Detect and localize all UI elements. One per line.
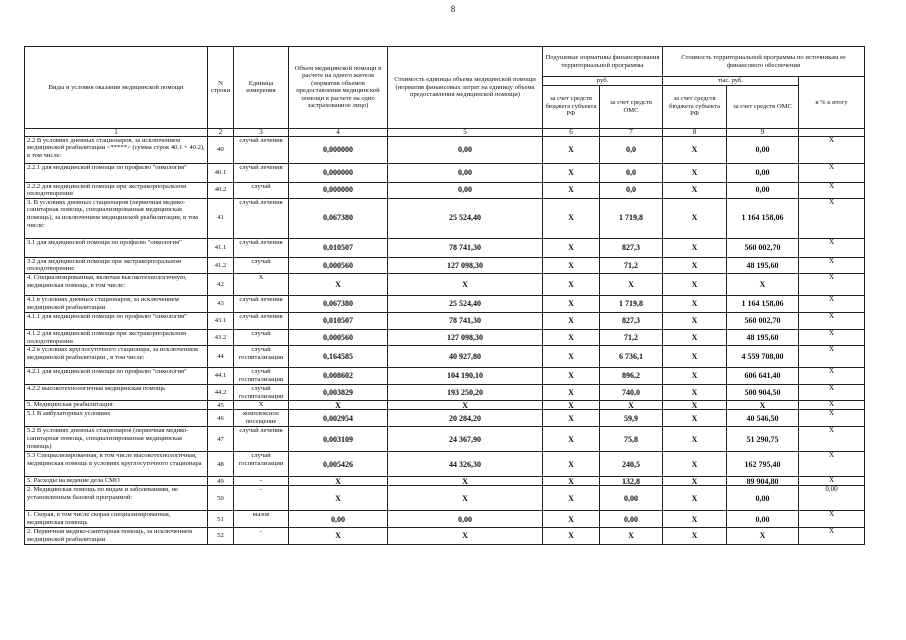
cell-vol: 0,003109 — [289, 427, 388, 452]
cell-oms: 0,00 — [600, 486, 663, 511]
cell-n: 49 — [208, 477, 234, 486]
cell-pct: Х — [799, 528, 865, 544]
cell-name: 1. Скорая, в том числе скорая специализированная, медицинская помощь — [25, 511, 208, 528]
cell-cost: 127 098,30 — [388, 329, 543, 345]
header-unit-cost: Стоимость единицы объема медицинской помощи (норматив финансовых затрат на единицу объема предоставления медицинской помощи) — [388, 47, 543, 129]
cell-budget: Х — [543, 511, 600, 528]
cell-unit: - — [234, 528, 289, 544]
cell-vol: 0,067380 — [289, 198, 388, 238]
cell-cost: 104 190,10 — [388, 368, 543, 385]
cell-vol: Х — [289, 401, 388, 410]
cell-n: 48 — [208, 452, 234, 477]
cell-budget2: Х — [663, 401, 727, 410]
cell-n: 43.1 — [208, 312, 234, 329]
col-number — [799, 128, 865, 136]
header-per-capita: Подушевые нормативы финансирования территориальной программы — [543, 47, 663, 77]
cell-oms: Х — [600, 273, 663, 295]
cell-vol: 0,010507 — [289, 238, 388, 257]
cell-budget: Х — [543, 410, 600, 427]
cell-unit: Х — [234, 401, 289, 410]
cell-unit: случай — [234, 329, 289, 345]
cell-vol: 0,010507 — [289, 312, 388, 329]
cell-budget2: Х — [663, 312, 727, 329]
col-number: 4 — [289, 128, 388, 136]
cell-budget: Х — [543, 312, 600, 329]
cell-pct: Х — [799, 511, 865, 528]
cell-name: 5. Медицинская реабилитация: — [25, 401, 208, 410]
table-row — [25, 410, 865, 427]
cell-cost: 25 524,40 — [388, 295, 543, 312]
header-volume: Объем медицинской помощи в расчете на одного жителя (норматив объемов предоставления медицинской помощи в расчете на одно застрахованное лицо) — [289, 47, 388, 129]
table-row — [25, 427, 865, 452]
cell-oms2: 0,00 — [727, 511, 799, 528]
cell-pct: Х — [799, 238, 865, 257]
cell-budget2: Х — [663, 486, 727, 511]
cell-vol: 0,002954 — [289, 410, 388, 427]
col-number: 6 — [543, 128, 600, 136]
table-row — [25, 486, 865, 511]
cell-oms: Х — [600, 401, 663, 410]
cell-pct: Х — [799, 273, 865, 295]
cell-vol: 0,000560 — [289, 257, 388, 273]
cell-unit: случай лечения — [234, 238, 289, 257]
cell-cost: Х — [388, 528, 543, 544]
header-budget-rf: за счет средств бюджета субъекта РФ — [543, 85, 600, 128]
cell-oms2: 51 290,75 — [727, 427, 799, 452]
cell-budget: Х — [543, 163, 600, 182]
cell-name: 4. Специализированная, включая высокотехнологичную, медицинская помощь, в том числе: — [25, 273, 208, 295]
cell-budget: Х — [543, 401, 600, 410]
cell-n: 52 — [208, 528, 234, 544]
cell-name: 4.1.2 для медицинской помощи при экстракорпоральном оплодотворении — [25, 329, 208, 345]
table-row — [25, 273, 865, 295]
cell-budget2: Х — [663, 329, 727, 345]
cell-cost: Х — [388, 401, 543, 410]
cell-budget: Х — [543, 486, 600, 511]
cell-unit: случай лечения — [234, 312, 289, 329]
cell-pct: 0,00 — [799, 486, 865, 511]
cell-oms2: 0,00 — [727, 486, 799, 511]
cell-oms: 896,2 — [600, 368, 663, 385]
header-oms: за счет средств ОМС — [600, 85, 663, 128]
cell-vol: 0,005426 — [289, 452, 388, 477]
cell-name: 2.2.1 для медицинской помощи по профилю "онкология" — [25, 163, 208, 182]
cell-budget: Х — [543, 368, 600, 385]
table-row — [25, 477, 865, 486]
table-row — [25, 329, 865, 345]
cell-n: 46 — [208, 410, 234, 427]
cell-oms: 59,9 — [600, 410, 663, 427]
table-row — [25, 163, 865, 182]
table-row — [25, 346, 865, 368]
cell-budget2: Х — [663, 452, 727, 477]
page-number: 8 — [450, 4, 456, 14]
header-unit: Единица измерения — [234, 47, 289, 129]
cell-unit: - — [234, 477, 289, 486]
cell-cost: 0,00 — [388, 511, 543, 528]
cell-vol: 0,00 — [289, 511, 388, 528]
cell-oms: 740,0 — [600, 385, 663, 401]
cell-pct: Х — [799, 163, 865, 182]
cell-pct: Х — [799, 410, 865, 427]
cell-budget2: Х — [663, 477, 727, 486]
cell-oms: 1 719,8 — [600, 198, 663, 238]
cell-budget: Х — [543, 273, 600, 295]
cell-pct: Х — [799, 477, 865, 486]
cell-name: 4.2.2 высокотехнологичная медицинская помощь — [25, 385, 208, 401]
cell-pct: Х — [799, 198, 865, 238]
cell-name: 4.2.1 для медицинской помощи по профилю "онкология" — [25, 368, 208, 385]
cell-budget: Х — [543, 198, 600, 238]
cell-budget: Х — [543, 238, 600, 257]
cell-oms: 6 736,1 — [600, 346, 663, 368]
cell-oms2: 40 546,50 — [727, 410, 799, 427]
cell-unit: Х — [234, 273, 289, 295]
cell-n: 40 — [208, 136, 234, 163]
cell-n: 41.2 — [208, 257, 234, 273]
table-row — [25, 182, 865, 198]
cell-oms2: 1 164 158,06 — [727, 295, 799, 312]
col-number: 9 — [727, 128, 799, 136]
header-thous-rub: тыс. руб. — [663, 77, 799, 86]
header-care-type: Виды и условия оказания медицинской помощи — [25, 47, 208, 129]
cell-unit: случай госпитализации — [234, 368, 289, 385]
cell-n: 40.2 — [208, 182, 234, 198]
cell-pct: Х — [799, 452, 865, 477]
cell-oms: 827,3 — [600, 238, 663, 257]
cell-budget2: Х — [663, 238, 727, 257]
cell-vol: 0,000000 — [289, 163, 388, 182]
cell-oms2: Х — [727, 273, 799, 295]
header-oms-2: за счет средств ОМС — [727, 85, 799, 128]
cell-unit: случай лечения — [234, 295, 289, 312]
table-row — [25, 312, 865, 329]
cell-name: 2. Медицинская помощь по видам и заболеваниям, не установленным базовой программой: — [25, 486, 208, 511]
table-row — [25, 368, 865, 385]
cell-oms: 1 719,8 — [600, 295, 663, 312]
cell-oms2: 0,00 — [727, 182, 799, 198]
cell-pct: Х — [799, 329, 865, 345]
cell-oms: Х — [600, 528, 663, 544]
table-row — [25, 452, 865, 477]
cell-n: 45 — [208, 401, 234, 410]
cell-budget2: Х — [663, 273, 727, 295]
table-row — [25, 528, 865, 544]
cell-oms2: 0,00 — [727, 136, 799, 163]
cell-unit: случай лечения — [234, 427, 289, 452]
cell-n: 47 — [208, 427, 234, 452]
cell-oms: 240,5 — [600, 452, 663, 477]
cell-oms2: 4 559 708,00 — [727, 346, 799, 368]
cell-unit: - — [234, 486, 289, 511]
cell-budget: Х — [543, 182, 600, 198]
table-row — [25, 257, 865, 273]
cell-budget2: Х — [663, 511, 727, 528]
header-budget-rf-2: за счет средств бюджета субъекта РФ — [663, 85, 727, 128]
cell-vol: Х — [289, 486, 388, 511]
cell-pct: Х — [799, 346, 865, 368]
cell-oms: 71,2 — [600, 257, 663, 273]
cell-oms: 132,8 — [600, 477, 663, 486]
cell-vol: 0,003829 — [289, 385, 388, 401]
cell-oms2: Х — [727, 401, 799, 410]
cell-cost: 78 741,30 — [388, 312, 543, 329]
cell-unit: случай — [234, 257, 289, 273]
col-number: 1 — [25, 128, 208, 136]
cell-pct: Х — [799, 368, 865, 385]
header-row-number: N строки — [208, 47, 234, 129]
table-row — [25, 401, 865, 410]
medical-care-table — [24, 46, 865, 545]
cell-vol: 0,067380 — [289, 295, 388, 312]
cell-n: 44.1 — [208, 368, 234, 385]
cell-cost: 193 250,20 — [388, 385, 543, 401]
cell-cost: 20 284,20 — [388, 410, 543, 427]
cell-cost: Х — [388, 486, 543, 511]
table-row — [25, 511, 865, 528]
cell-oms: 0,00 — [600, 511, 663, 528]
col-number: 7 — [600, 128, 663, 136]
cell-cost: 44 326,30 — [388, 452, 543, 477]
col-number: 5 — [388, 128, 543, 136]
cell-name: 3.1 для медицинской помощи по профилю "онкология" — [25, 238, 208, 257]
cell-oms: 0,0 — [600, 182, 663, 198]
cell-cost: 78 741,30 — [388, 238, 543, 257]
cell-oms: 827,3 — [600, 312, 663, 329]
cell-unit: комплексное посещение — [234, 410, 289, 427]
header-percent: в % к итогу — [799, 77, 865, 129]
cell-name: 4.1 в условиях дневных стационаров, за исключением медицинской реабилитации — [25, 295, 208, 312]
cell-budget2: Х — [663, 198, 727, 238]
cell-name: 5.2 В условиях дневных стационаров (первичная медико-санитарная помощь, специализированная медицинская помощь) — [25, 427, 208, 452]
cell-oms2: 48 195,60 — [727, 257, 799, 273]
header-program-cost: Стоимость территориальной программы по источникам ее финансового обеспечения — [663, 47, 865, 77]
cell-oms: 0,0 — [600, 136, 663, 163]
table-row — [25, 136, 865, 163]
cell-n: 41.1 — [208, 238, 234, 257]
cell-n: 42 — [208, 273, 234, 295]
cell-n: 44.2 — [208, 385, 234, 401]
cell-name: 4.1.1 для медицинской помощи по профилю "онкология" — [25, 312, 208, 329]
cell-budget: Х — [543, 452, 600, 477]
table-row — [25, 238, 865, 257]
cell-oms2: 162 795,40 — [727, 452, 799, 477]
cell-budget2: Х — [663, 136, 727, 163]
cell-unit: случай лечения — [234, 136, 289, 163]
cell-pct: Х — [799, 312, 865, 329]
table-row — [25, 385, 865, 401]
cell-vol: 0,000000 — [289, 182, 388, 198]
cell-oms2: 1 164 158,06 — [727, 198, 799, 238]
col-number: 3 — [234, 128, 289, 136]
cell-name: 2.2.2 для медицинской помощи при экстракорпоральном оплодотворении — [25, 182, 208, 198]
cell-budget2: Х — [663, 163, 727, 182]
col-number: 2 — [208, 128, 234, 136]
cell-cost: Х — [388, 273, 543, 295]
cell-pct: Х — [799, 385, 865, 401]
cell-budget2: Х — [663, 257, 727, 273]
cell-budget2: Х — [663, 385, 727, 401]
cell-budget: Х — [543, 346, 600, 368]
cell-unit: случай госпитализации — [234, 452, 289, 477]
cell-budget2: Х — [663, 410, 727, 427]
cell-name: 3. В условиях дневных стационаров (первичная медико-санитарная помощь, специализированная медицинская помощь), за исключением медицинской реабилитации, в том числе: — [25, 198, 208, 238]
cell-n: 44 — [208, 346, 234, 368]
cell-unit: случай госпитализации — [234, 385, 289, 401]
cell-oms2: 560 002,70 — [727, 238, 799, 257]
cell-vol: 0,000000 — [289, 136, 388, 163]
cell-n: 50 — [208, 486, 234, 511]
cell-budget: Х — [543, 427, 600, 452]
cell-unit: случай лечения — [234, 163, 289, 182]
cell-budget: Х — [543, 528, 600, 544]
cell-vol: Х — [289, 273, 388, 295]
table-row — [25, 295, 865, 312]
cell-oms2: 606 641,40 — [727, 368, 799, 385]
cell-unit: вызов — [234, 511, 289, 528]
cell-budget: Х — [543, 136, 600, 163]
cell-name: 5. Расходы на ведение дела СМО — [25, 477, 208, 486]
cell-vol: Х — [289, 528, 388, 544]
cell-oms2: 560 002,70 — [727, 312, 799, 329]
cell-unit: случай — [234, 182, 289, 198]
cell-name: 2.2 В условиях дневных стационаров, за исключением медицинской реабилитации <*****> (сумма строк 40.1 + 40.2), в том числе: — [25, 136, 208, 163]
cell-oms2: 48 195,60 — [727, 329, 799, 345]
cell-budget: Х — [543, 329, 600, 345]
cell-budget: Х — [543, 477, 600, 486]
cell-budget2: Х — [663, 182, 727, 198]
cell-cost: 0,00 — [388, 182, 543, 198]
cell-pct: Х — [799, 401, 865, 410]
cell-vol: Х — [289, 477, 388, 486]
cell-budget2: Х — [663, 295, 727, 312]
cell-n: 41 — [208, 198, 234, 238]
cell-oms2: Х — [727, 528, 799, 544]
cell-budget2: Х — [663, 346, 727, 368]
cell-cost: 40 927,80 — [388, 346, 543, 368]
cell-oms: 75,8 — [600, 427, 663, 452]
cell-name: 3.2 для медицинской помощи при экстракорпоральном оплодотворении: — [25, 257, 208, 273]
cell-n: 43 — [208, 295, 234, 312]
cell-cost: 24 367,90 — [388, 427, 543, 452]
cell-vol: 0,008602 — [289, 368, 388, 385]
cell-vol: 0,000560 — [289, 329, 388, 345]
cell-unit: случай госпитализации — [234, 346, 289, 368]
cell-cost: 127 098,30 — [388, 257, 543, 273]
cell-name: 5.3 Специализированная, в том числе высокотехнологичная, медицинская помощь в условиях круглосуточного стационара — [25, 452, 208, 477]
cell-oms2: 500 904,50 — [727, 385, 799, 401]
cell-unit: случай лечения — [234, 198, 289, 238]
cell-budget: Х — [543, 257, 600, 273]
cell-pct: Х — [799, 257, 865, 273]
cell-name: 4.2 в условиях круглосуточного стационара, за исключением медицинской реабилитации , в том числе: — [25, 346, 208, 368]
cell-pct: Х — [799, 136, 865, 163]
cell-cost: 25 524,40 — [388, 198, 543, 238]
cell-cost: 0,00 — [388, 136, 543, 163]
cell-oms: 0,0 — [600, 163, 663, 182]
cell-budget2: Х — [663, 368, 727, 385]
cell-pct: Х — [799, 295, 865, 312]
cell-budget: Х — [543, 385, 600, 401]
cell-oms2: 89 904,80 — [727, 477, 799, 486]
cell-name: 5.1 В амбулаторных условиях — [25, 410, 208, 427]
cell-n: 51 — [208, 511, 234, 528]
header-rub: руб. — [543, 77, 663, 86]
cell-pct: Х — [799, 182, 865, 198]
cell-name: 2. Первичная медико-санитарная помощь, за исключением медицинской реабилитации — [25, 528, 208, 544]
cell-budget2: Х — [663, 528, 727, 544]
cell-n: 43.2 — [208, 329, 234, 345]
col-number: 8 — [663, 128, 727, 136]
cell-oms: 71,2 — [600, 329, 663, 345]
cell-n: 40.1 — [208, 163, 234, 182]
cell-cost: 0,00 — [388, 163, 543, 182]
table-row — [25, 198, 865, 238]
cell-pct: Х — [799, 427, 865, 452]
cell-budget: Х — [543, 295, 600, 312]
cell-cost: Х — [388, 477, 543, 486]
cell-budget2: Х — [663, 427, 727, 452]
cell-vol: 0,164585 — [289, 346, 388, 368]
cell-oms2: 0,00 — [727, 163, 799, 182]
